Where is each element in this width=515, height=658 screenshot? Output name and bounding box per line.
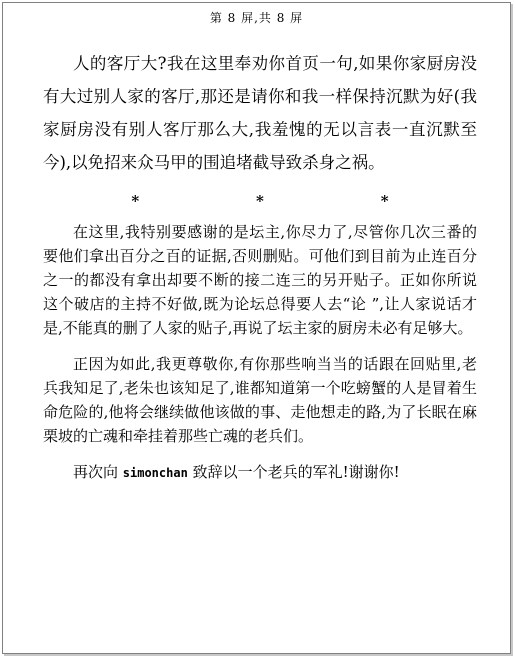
page-frame bbox=[2, 2, 511, 654]
page-indicator: 第 8 屏,共 8 屏 bbox=[209, 11, 304, 25]
paragraph-1: 人的客厅大?我在这里奉劝你首页一句,如果你家厨房没有大过别人家的客厅,那还是请你和我一样保持沉默为好(我家厨房没有别人客厅那么大,我羞愧的无以言表一直沉默至今),以免招来众马甲的围追堵截导致杀身之祸。 bbox=[43, 54, 477, 172]
separator-star: * bbox=[131, 192, 140, 210]
separator-star: * bbox=[256, 192, 264, 210]
separator-star: * bbox=[380, 192, 389, 210]
paragraph-4-prefix: 再次向 bbox=[73, 463, 123, 481]
section-separator bbox=[43, 191, 477, 211]
paragraph-4 bbox=[43, 460, 477, 485]
paragraph-3: 正因为如此,我更尊敬你,有你那些响当当的话跟在回贴里,老兵我知足了,老朱也该知足了,谁都知道第一个吃螃蟹的人是冒着生命危险的,他将会继续做他该做的事、走他想走的路,为了长眠在麻栗坡的亡魂和牵挂着那些亡魂的老兵们。 bbox=[43, 355, 477, 445]
paragraph-4-suffix: 致辞以一个老兵的军礼!谢谢你! bbox=[187, 463, 400, 481]
username: simonchan bbox=[122, 466, 188, 480]
document-body bbox=[43, 47, 477, 485]
paragraph-2: 在这里,我特别要感谢的是坛主,你尽力了,尽管你几次三番的要他们拿出百分之百的证据,否则删贴。可他们到目前为止连百分之一的都没有拿出却要不断的接二连三的另开贴子。正如你所说这个破店的主持不好做,既为论坛总得要人去“论 ”,让人家说话才是,不能真的删了人家的贴子,再说了坛主家的厨房未必有足够大。 bbox=[43, 223, 477, 337]
